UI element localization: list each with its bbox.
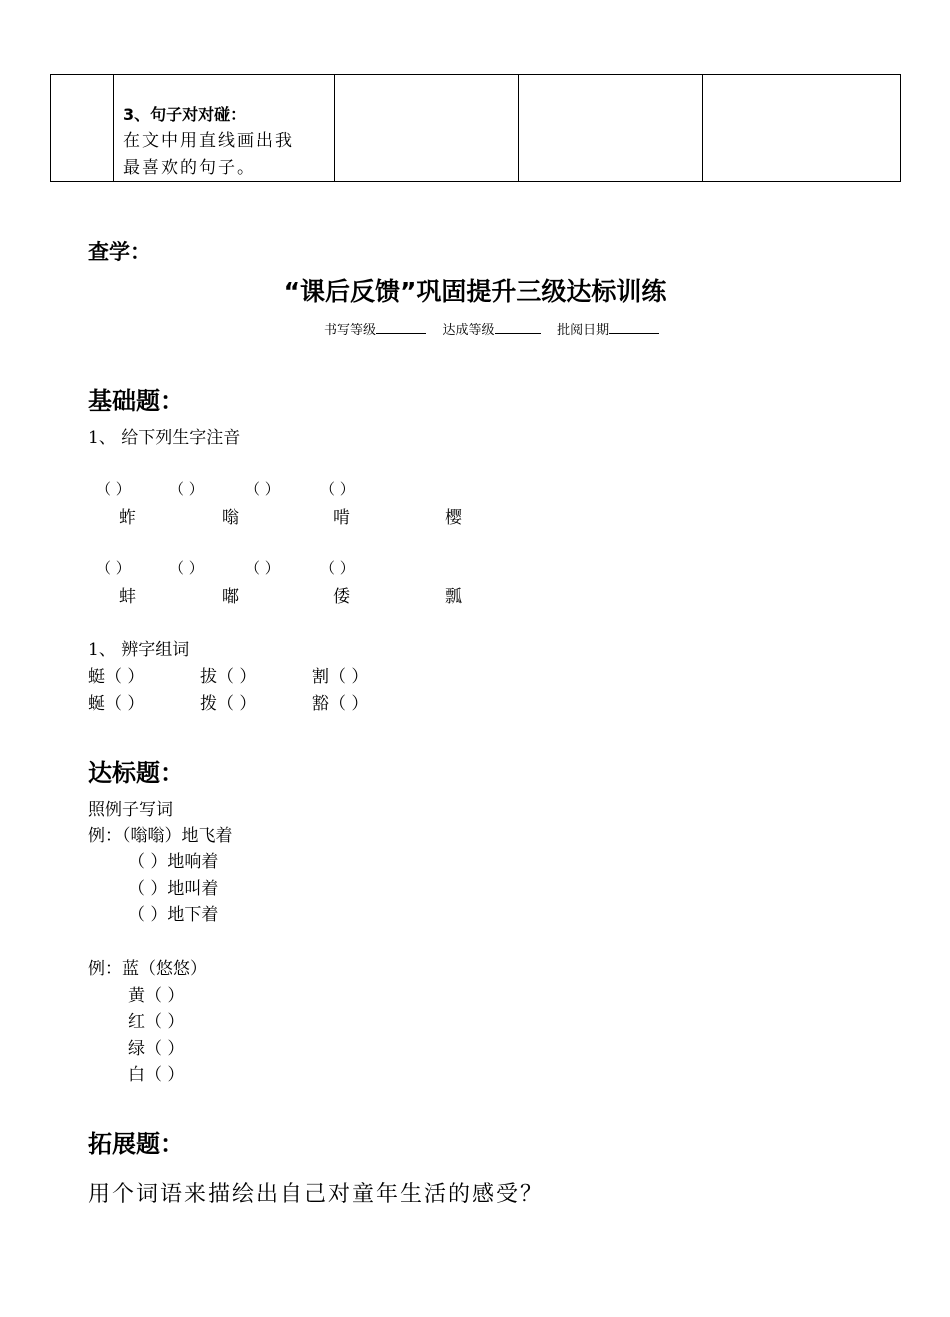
grading-line [324, 319, 659, 338]
character: 瓢 [445, 587, 462, 607]
activity-text-line: 在文中用直线画出我 [123, 131, 294, 151]
table-divider [702, 75, 703, 181]
example-line: 例：蓝（悠悠） [88, 959, 207, 979]
table-divider [334, 75, 335, 181]
question-pinyin: 1、 给下列生字注音 [88, 428, 241, 448]
character: 倭 [333, 587, 350, 607]
fill-item[interactable]: 绿（ ） [128, 1039, 185, 1059]
fill-item[interactable]: 白（ ） [128, 1065, 185, 1085]
character: 蚌 [119, 587, 136, 607]
fill-item[interactable]: 红（ ） [128, 1012, 185, 1032]
activity-text-line: 最喜欢的句子。 [123, 158, 256, 178]
extension-heading: 拓展题： [88, 1130, 184, 1158]
standard-instruction: 照例子写词 [88, 800, 173, 820]
pinyin-blank[interactable]: （ ） [245, 480, 280, 498]
review-date-blank[interactable] [609, 321, 659, 334]
table-divider [518, 75, 519, 181]
lesson-table [50, 74, 901, 182]
table-cell-activity [123, 101, 294, 182]
table-divider [113, 75, 114, 181]
pinyin-blank[interactable]: （ ） [245, 559, 280, 577]
word-group-item[interactable]: 蜒（ ） [88, 694, 145, 714]
question-word-groups: 1、 辨字组词 [88, 640, 190, 660]
word-group-item[interactable]: 蜓（ ） [88, 667, 145, 687]
fill-item[interactable]: （ ）地下着 [128, 905, 219, 925]
character: 嘟 [222, 587, 239, 607]
pinyin-blank[interactable]: （ ） [169, 559, 204, 577]
activity-heading: 3、句子对对碰： [123, 105, 247, 124]
pinyin-blank[interactable]: （ ） [320, 559, 355, 577]
achieve-grade-blank[interactable] [495, 321, 541, 334]
fill-item[interactable]: （ ）地叫着 [128, 879, 219, 899]
word-group-item[interactable]: 割（ ） [312, 667, 369, 687]
character: 啃 [333, 508, 350, 528]
fill-item[interactable]: 黄（ ） [128, 986, 185, 1006]
writing-grade-label: 书写等级 [324, 323, 377, 338]
basic-heading: 基础题： [88, 387, 184, 415]
achieve-grade-label: 达成等级 [442, 323, 495, 338]
page-title: “课后反馈”巩固提升三级达标训练 [283, 277, 667, 306]
character: 樱 [445, 508, 462, 528]
extension-question: 用个词语来描绘出自己对童年生活的感受？ [88, 1182, 545, 1207]
example-line: 例：（嗡嗡）地飞着 [88, 826, 233, 846]
pinyin-blank[interactable]: （ ） [96, 559, 131, 577]
word-group-item[interactable]: 拨（ ） [200, 694, 257, 714]
word-group-item[interactable]: 豁（ ） [312, 694, 369, 714]
check-label: 查学： [88, 240, 151, 264]
character: 蚱 [119, 508, 136, 528]
character: 嗡 [222, 508, 239, 528]
writing-grade-blank[interactable] [376, 321, 426, 334]
standard-heading: 达标题： [88, 759, 184, 787]
fill-item[interactable]: （ ）地响着 [128, 852, 219, 872]
pinyin-blank[interactable]: （ ） [96, 480, 131, 498]
review-date-label: 批阅日期 [557, 323, 610, 338]
pinyin-blank[interactable]: （ ） [169, 480, 204, 498]
word-group-item[interactable]: 拔（ ） [200, 667, 257, 687]
pinyin-blank[interactable]: （ ） [320, 480, 355, 498]
